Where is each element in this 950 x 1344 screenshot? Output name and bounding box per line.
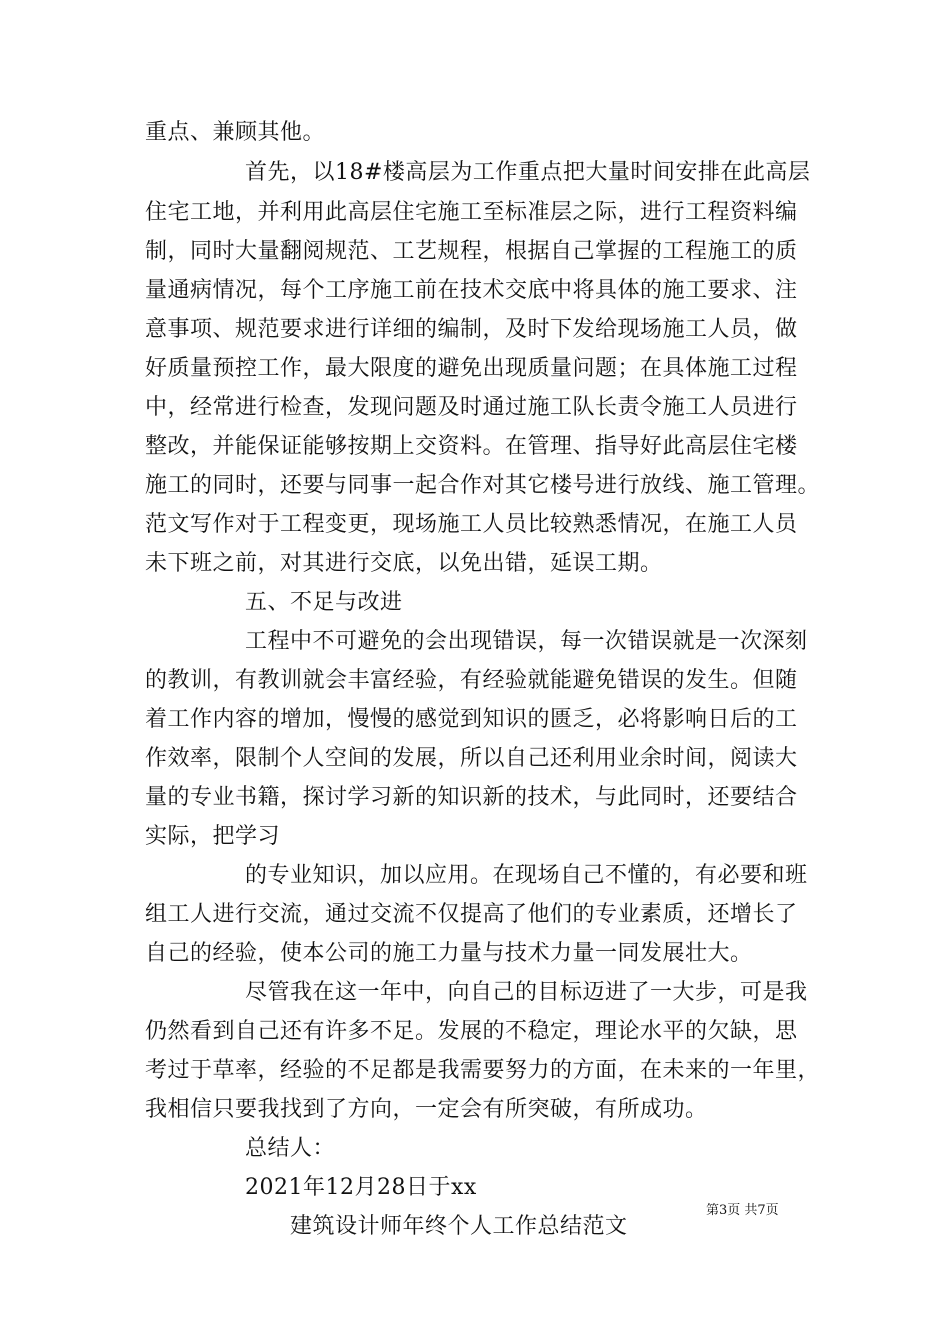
text-line: 的专业知识，加以应用。在现场自己不懂的，有必要和班 — [245, 863, 808, 888]
page-number: 第3页 共7页 — [706, 1203, 779, 1218]
signature-label: 总结人： — [245, 1136, 336, 1161]
section-heading: 五、不足与改进 — [245, 590, 403, 615]
text-line: 仍然看到自己还有许多不足。发展的不稳定，理论水平的欠缺，思 — [145, 1019, 798, 1044]
text-line: 施工的同时，还要与同事一起合作对其它楼号进行放线、施工管理。 — [145, 473, 821, 498]
text-line: 未下班之前，对其进行交底，以免出错，延误工期。 — [145, 551, 663, 576]
date-line: 2021年12月28日于xx — [245, 1175, 477, 1200]
text-line: 中，经常进行检查，发现问题及时通过施工队长责令施工人员进行 — [145, 395, 798, 420]
text-line: 住宅工地，并利用此高层住宅施工至标准层之际，进行工程资料编 — [145, 200, 798, 225]
text-line: 工程中不可避免的会出现错误，每一次错误就是一次深刻 — [245, 629, 808, 654]
document-title: 建筑设计师年终个人工作总结范文 — [290, 1214, 628, 1239]
text-line: 意事项、规范要求进行详细的编制，及时下发给现场施工人员，做 — [145, 317, 798, 342]
text-line: 考过于草率，经验的不足都是我需要努力的方面，在未来的一年里， — [145, 1058, 821, 1083]
text-line: 整改，并能保证能够按期上交资料。在管理、指导好此高层住宅楼 — [145, 434, 798, 459]
text-line: 量的专业书籍，探讨学习新的知识新的技术，与此同时，还要结合 — [145, 785, 798, 810]
text-line: 量通病情况，每个工序施工前在技术交底中将具体的施工要求、注 — [145, 278, 798, 303]
text-line: 实际，把学习 — [145, 824, 281, 849]
text-line: 范文写作对于工程变更，现场施工人员比较熟悉情况，在施工人员 — [145, 512, 798, 537]
text-line: 制，同时大量翻阅规范、工艺规程，根据自己掌握的工程施工的质 — [145, 239, 798, 264]
text-line: 好质量预控工作，最大限度的避免出现质量问题；在具体施工过程 — [145, 356, 798, 381]
text-line: 的教训，有教训就会丰富经验，有经验就能避免错误的发生。但随 — [145, 668, 798, 693]
text-line: 作效率，限制个人空间的发展，所以自己还利用业余时间，阅读大 — [145, 746, 798, 771]
text-line: 组工人进行交流，通过交流不仅提高了他们的专业素质，还增长了 — [145, 902, 798, 927]
text-line: 我相信只要我找到了方向，一定会有所突破，有所成功。 — [145, 1097, 708, 1122]
text-line: 重点、兼顾其他。 — [145, 120, 326, 145]
text-line: 尽管我在这一年中，向自己的目标迈进了一大步，可是我 — [245, 980, 808, 1005]
text-line: 自己的经验，使本公司的施工力量与技术力量一同发展壮大。 — [145, 941, 753, 966]
text-line: 首先，以18#楼高层为工作重点把大量时间安排在此高层 — [245, 160, 811, 185]
text-line: 着工作内容的增加，慢慢的感觉到知识的匮乏，必将影响日后的工 — [145, 707, 798, 732]
